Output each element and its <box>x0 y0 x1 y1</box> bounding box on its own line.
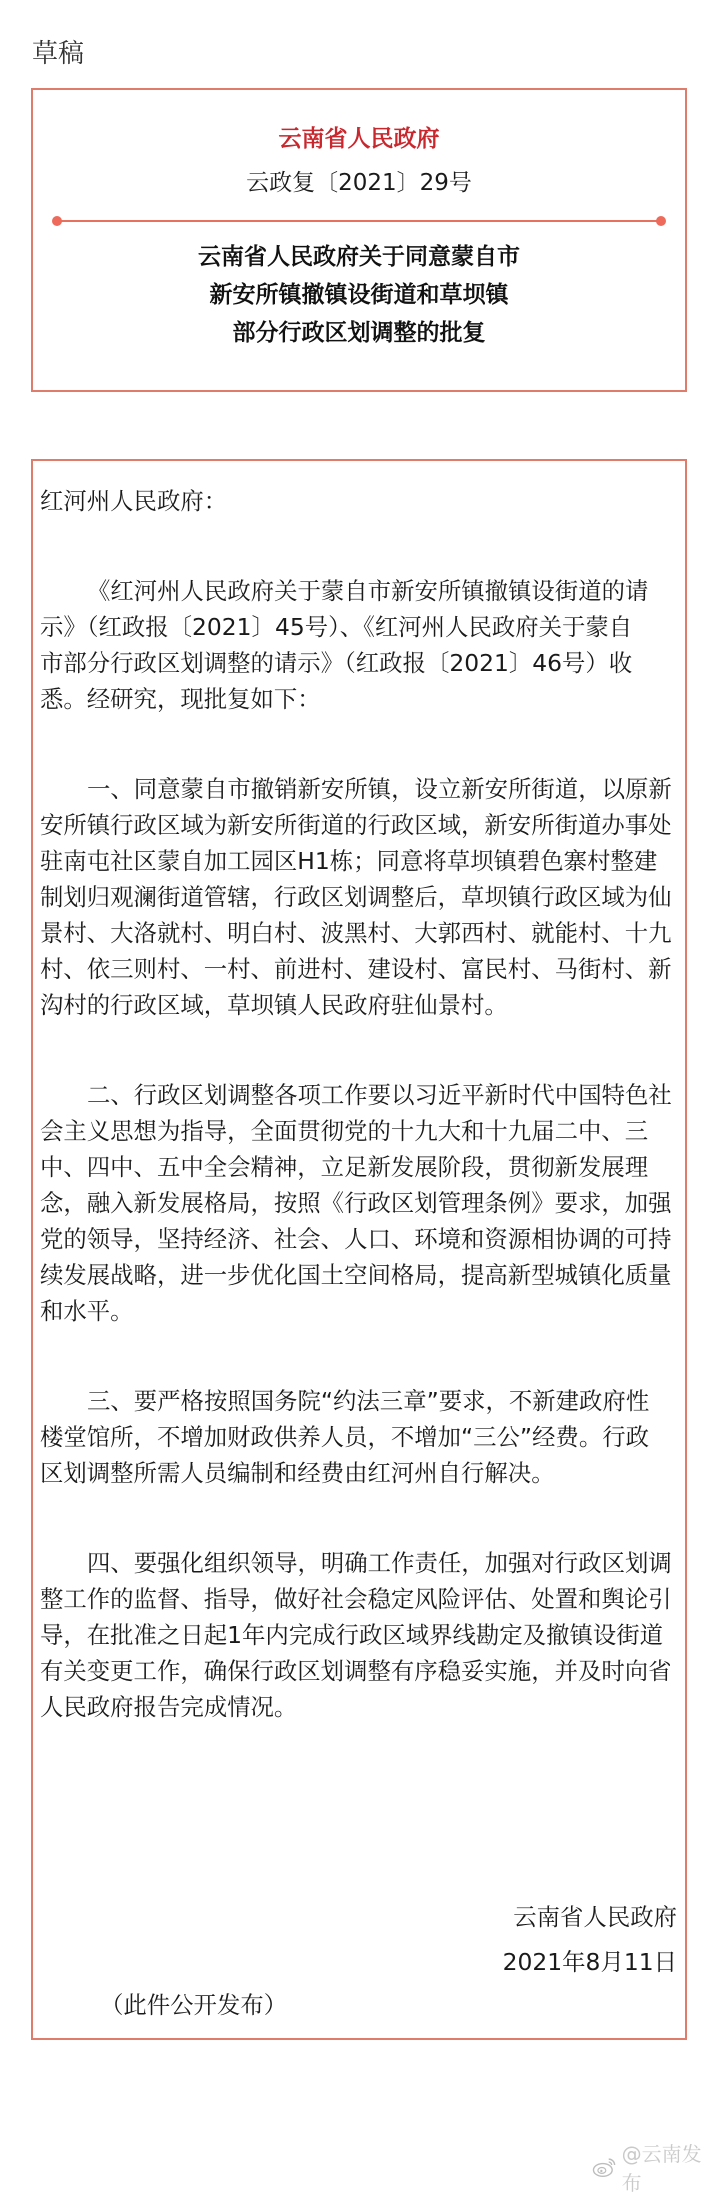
document-number: 云政复〔2021〕29号 <box>246 170 472 196</box>
paragraph-intro <box>40 573 680 717</box>
document-body-box <box>31 459 687 2040</box>
paragraph-line: 村、依三则村、一村、前进村、建设村、富民村、马街村、新 <box>40 955 672 983</box>
paragraph-line: 《红河州人民政府关于蒙自市新安所镇撤镇设街道的请 <box>87 577 649 605</box>
paragraph-line: 悉。经研究，现批复如下： <box>40 685 321 713</box>
paragraph-line: 三、要严格按照国务院“约法三章”要求，不新建政府性 <box>87 1387 650 1415</box>
draft-label: 草稿 <box>32 39 85 69</box>
paragraph-line: 制划归观澜街道管辖，行政区划调整后，草坝镇行政区域为仙 <box>40 883 672 911</box>
divider-dot-right <box>656 216 666 226</box>
paragraph-item-2 <box>40 1077 680 1329</box>
signature-issuer: 云南省人民政府 <box>513 1903 677 1931</box>
document-subject <box>33 238 685 352</box>
paragraph-line: 安所镇行政区域为新安所街道的行政区域，新安所街道办事处 <box>40 811 672 839</box>
watermark-text: @云南发布 <box>621 2142 702 2195</box>
weibo-icon <box>592 2156 618 2178</box>
paragraph-line: 导，在批准之日起1年内完成行政区域界线勘定及撤镇设街道 <box>40 1621 664 1649</box>
header-divider <box>55 220 663 222</box>
paragraph-line: 有关变更工作，确保行政区划调整有序稳妥实施，并及时向省 <box>40 1657 672 1685</box>
paragraph-line: 整工作的监督、指导，做好社会稳定风险评估、处置和舆论引 <box>40 1585 672 1613</box>
divider-dot-left <box>52 216 62 226</box>
paragraph-line: 人民政府报告完成情况。 <box>40 1693 298 1721</box>
weibo-watermark <box>592 2138 720 2196</box>
paragraph-line: 党的领导，坚持经济、社会、人口、环境和资源相协调的可持 <box>40 1225 672 1253</box>
salutation-text: 红河州人民政府： <box>40 487 228 515</box>
paragraph-line: 区划调整所需人员编制和经费由红河州自行解决。 <box>40 1459 555 1487</box>
publish-note: （此件公开发布） <box>100 1991 288 2019</box>
paragraph-line: 驻南屯社区蒙自加工园区H1栋；同意将草坝镇碧色寨村整建 <box>40 847 658 875</box>
paragraph-line: 示》（红政报〔2021〕45号）、《红河州人民政府关于蒙自 <box>40 613 633 641</box>
paragraph-line: 一、同意蒙自市撤销新安所镇，设立新安所街道，以原新 <box>87 775 672 803</box>
subject-line: 部分行政区划调整的批复 <box>232 320 486 346</box>
paragraph-line: 沟村的行政区域，草坝镇人民政府驻仙景村。 <box>40 991 508 1019</box>
paragraph-line: 二、行政区划调整各项工作要以习近平新时代中国特色社 <box>87 1081 672 1109</box>
paragraph-item-3 <box>40 1383 680 1491</box>
subject-line: 云南省人民政府关于同意蒙自市 <box>198 244 520 270</box>
paragraph-line: 四、要强化组织领导，明确工作责任，加强对行政区划调 <box>87 1549 672 1577</box>
paragraph-item-1 <box>40 771 680 1023</box>
paragraph-line: 会主义思想为指导，全面贯彻党的十九大和十九届二中、三 <box>40 1117 649 1145</box>
subject-line: 新安所镇撤镇设街道和草坝镇 <box>209 282 509 308</box>
paragraph-line: 续发展战略，进一步优化国土空间格局，提高新型城镇化质量 <box>40 1261 672 1289</box>
paragraph-line: 中、四中、五中全会精神，立足新发展阶段，贯彻新发展理 <box>40 1153 649 1181</box>
salutation <box>40 483 680 519</box>
paragraph-line: 楼堂馆所，不增加财政供养人员，不增加“三公”经费。行政 <box>40 1423 649 1451</box>
paragraph-item-4 <box>40 1545 680 1725</box>
document-header-box <box>31 88 687 392</box>
paragraph-line: 景村、大洛就村、明白村、波黑村、大郭西村、就能村、十九 <box>40 919 672 947</box>
paragraph-line: 市部分行政区划调整的请示》（红政报〔2021〕46号）收 <box>40 649 633 677</box>
issuer-title: 云南省人民政府 <box>278 126 440 152</box>
paragraph-line: 和水平。 <box>40 1297 134 1325</box>
body-text <box>40 483 680 1779</box>
paragraph-line: 念，融入新发展格局，按照《行政区划管理条例》要求，加强 <box>40 1189 672 1217</box>
signature-date: 2021年8月11日 <box>502 1948 677 1976</box>
